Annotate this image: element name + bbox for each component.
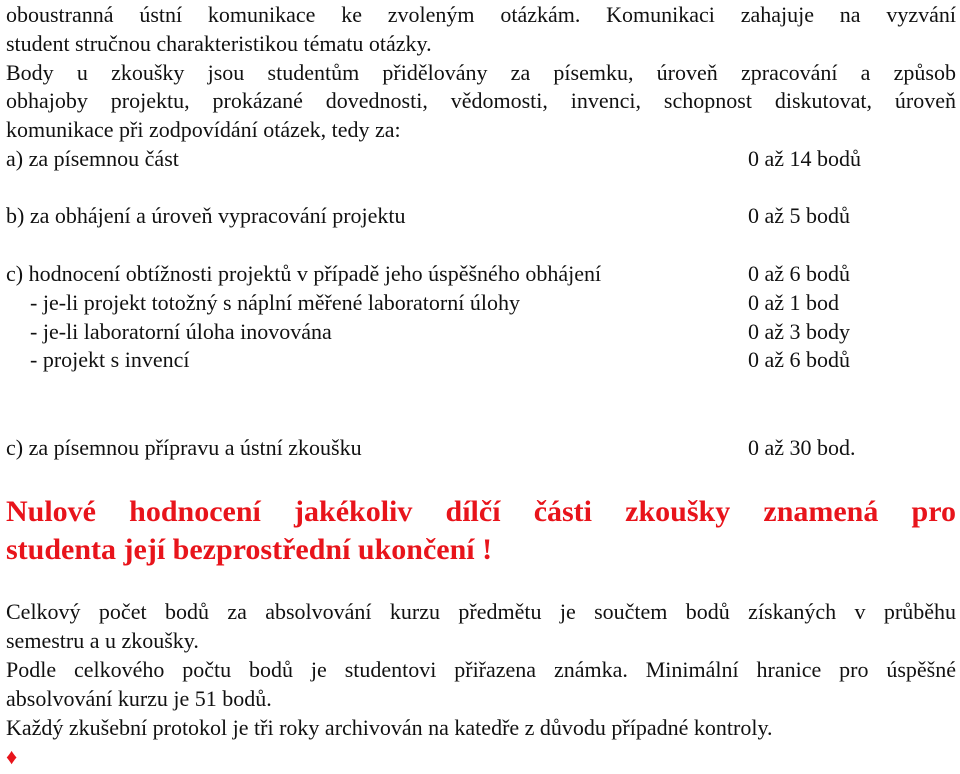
score-points: 0 až 14 bodů bbox=[748, 146, 862, 171]
score-points: 0 až 6 bodů bbox=[748, 347, 851, 372]
text-line: Celkový počet bodů za absolvování kurzu předmětu je součtem bodů získaných v průběhu bbox=[6, 599, 956, 624]
score-label: b) za obhájení a úroveň vypracování projektu bbox=[6, 203, 406, 228]
text-line: oboustranná ústní komunikace ke zvoleným otázkám. Komunikaci zahajuje na vyzvání bbox=[6, 2, 956, 27]
score-label: - je-li projekt totožný s náplní měřené laboratorní úlohy bbox=[30, 290, 520, 315]
text-line: absolvování kurzu je 51 bodů. bbox=[6, 686, 272, 711]
score-points: 0 až 3 body bbox=[748, 319, 851, 344]
score-label: c) hodnocení obtížnosti projektů v případě jeho úspěšného obhájení bbox=[6, 261, 602, 286]
warning-line: Nulové hodnocení jakékoliv dílčí části zkoušky znamená pro bbox=[6, 495, 956, 528]
text-line: komunikace při zodpovídání otázek, tedy za: bbox=[6, 117, 401, 142]
score-label: c) za písemnou přípravu a ústní zkoušku bbox=[6, 435, 362, 460]
text-line: Podle celkového počtu bodů je studentovi přiřazena známka. Minimální hranice pro úspěšné bbox=[6, 657, 956, 682]
warning-line: studenta její bezprostřední ukončení ! bbox=[6, 533, 493, 566]
score-points: 0 až 30 bod. bbox=[748, 435, 856, 460]
diamond-bullet-icon: ♦ bbox=[6, 744, 18, 769]
score-label: - projekt s invencí bbox=[30, 347, 190, 372]
score-label: - je-li laboratorní úloha inovována bbox=[30, 319, 332, 344]
text-line: Body u zkoušky jsou studentům přidělovány za písemku, úroveň zpracování a způsob bbox=[6, 60, 956, 85]
text-line: obhajoby projektu, prokázané dovednosti, vědomosti, invenci, schopnost diskutovat, úroveň bbox=[6, 88, 956, 113]
score-label: a) za písemnou část bbox=[6, 146, 179, 171]
score-points: 0 až 5 bodů bbox=[748, 203, 851, 228]
score-points: 0 až 1 bod bbox=[748, 290, 840, 315]
text-line: semestru a u zkoušky. bbox=[6, 628, 199, 653]
text-line: Každý zkušební protokol je tři roky archivován na katedře z důvodu případné kontroly. bbox=[6, 715, 773, 740]
text-line: student stručnou charakteristikou tématu otázky. bbox=[6, 31, 432, 56]
score-points: 0 až 6 bodů bbox=[748, 261, 851, 286]
